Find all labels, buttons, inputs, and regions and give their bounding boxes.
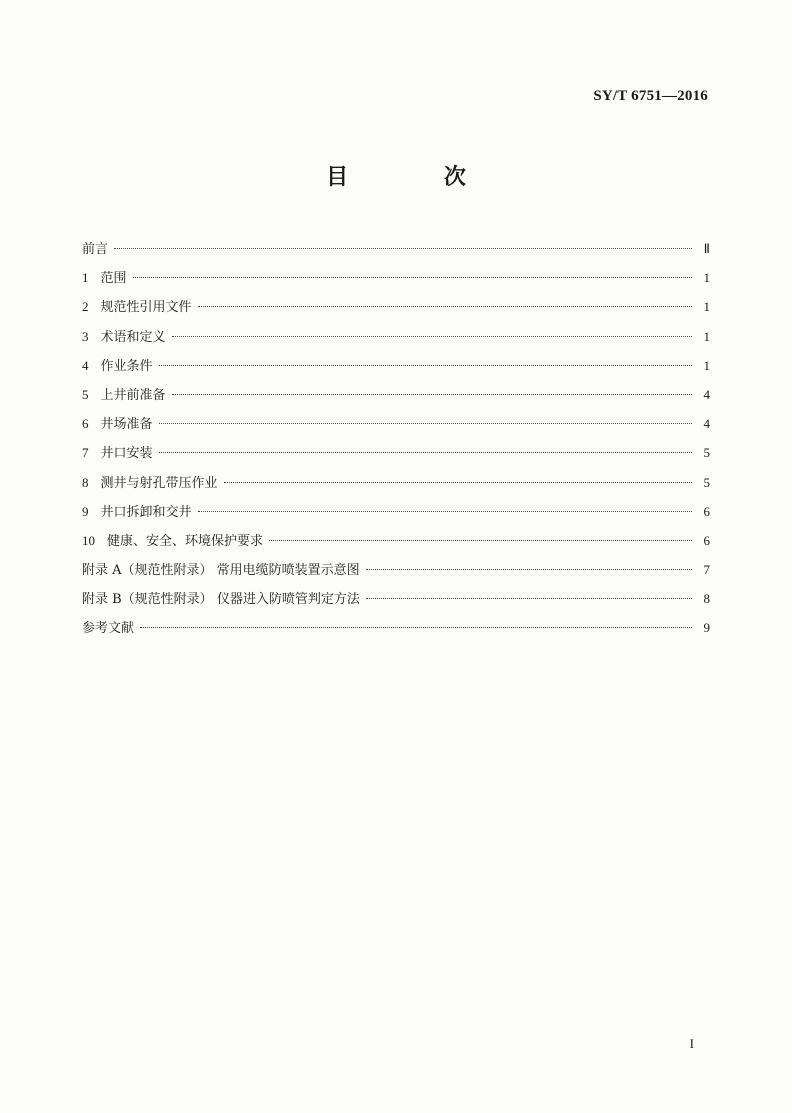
toc-entry-label: 附录 B（规范性附录） 仪器进入防喷管判定方法 xyxy=(82,592,360,608)
toc-entry-label: 井口拆卸和交井 xyxy=(100,504,192,520)
toc-entry-page: 8 xyxy=(703,591,710,607)
toc-entry-number: 9 xyxy=(82,503,89,519)
toc-entry-number: 7 xyxy=(82,445,89,461)
toc-entry[interactable] xyxy=(82,584,710,613)
toc-entry-page: 5 xyxy=(703,474,710,490)
toc-entry-label: 附录 A（规范性附录） 常用电缆防喷装置示意图 xyxy=(82,563,360,579)
toc-dot-leader xyxy=(172,336,692,337)
toc-entry-label: 前言 xyxy=(82,242,109,257)
toc-dot-leader xyxy=(269,540,692,541)
toc-entry-number: 4 xyxy=(82,357,89,373)
toc-dot-leader xyxy=(159,452,692,453)
toc-entry-page: 1 xyxy=(703,328,710,344)
toc-entry-number: 10 xyxy=(82,532,95,548)
toc-entry-number: 3 xyxy=(82,328,89,344)
toc-entry-number: 2 xyxy=(82,299,89,315)
toc-entry-label: 测井与射孔带压作业 xyxy=(100,475,218,491)
toc-entry[interactable] xyxy=(82,438,710,467)
toc-entry-label: 作业条件 xyxy=(100,358,153,374)
toc-entry[interactable] xyxy=(82,468,710,497)
toc-dot-leader xyxy=(114,248,692,249)
toc-dot-leader xyxy=(224,482,692,483)
toc-entry[interactable] xyxy=(82,322,710,351)
toc-entry-label: 参考文献 xyxy=(82,621,135,637)
toc-entry[interactable] xyxy=(82,234,710,263)
toc-entry-label: 范围 xyxy=(100,271,127,287)
toc-entry-page: 6 xyxy=(703,532,710,548)
toc-dot-leader xyxy=(159,423,692,424)
toc-entry-label: 上井前准备 xyxy=(100,387,166,403)
page-number: I xyxy=(689,1036,694,1051)
toc-entry[interactable] xyxy=(82,555,710,584)
toc-entry-page: 4 xyxy=(703,416,710,432)
toc-entry[interactable] xyxy=(82,351,710,380)
toc-entry[interactable] xyxy=(82,292,710,321)
toc-dot-leader xyxy=(366,569,692,570)
toc-entry-page: 4 xyxy=(703,386,710,402)
toc-entry[interactable] xyxy=(82,497,710,526)
toc-entry-number: 8 xyxy=(82,474,89,490)
toc-entry[interactable] xyxy=(82,263,710,292)
toc-entry-page: 7 xyxy=(703,562,710,578)
toc-entry-number: 1 xyxy=(82,270,89,286)
toc-entry-page: 1 xyxy=(703,357,710,373)
toc-entry-label: 健康、安全、环境保护要求 xyxy=(107,533,264,549)
standard-code: SY/T 6751—2016 xyxy=(593,88,708,104)
toc-dot-leader xyxy=(159,365,692,366)
toc-entry-page: 1 xyxy=(703,299,710,315)
toc-entry-label: 井场准备 xyxy=(100,417,153,433)
toc-entry-label: 井口安装 xyxy=(100,446,153,462)
toc-entry-page: 5 xyxy=(703,445,710,461)
toc-entry-page: 6 xyxy=(703,503,710,519)
toc-entry[interactable] xyxy=(82,380,710,409)
toc-dot-leader xyxy=(172,394,692,395)
toc-entry-number: 5 xyxy=(82,386,89,402)
toc-dot-leader xyxy=(366,598,692,599)
toc-dot-leader xyxy=(198,511,692,512)
toc-entry-page: 1 xyxy=(703,270,710,286)
toc-dot-leader xyxy=(133,277,692,278)
toc-dot-leader xyxy=(140,627,692,628)
toc-entry-label: 术语和定义 xyxy=(100,329,166,345)
toc-title: 目 次 xyxy=(326,165,510,190)
toc-entry-number: 6 xyxy=(82,416,89,432)
toc-entry-page: 9 xyxy=(703,620,710,636)
toc-entry-page: Ⅱ xyxy=(703,241,710,256)
toc-dot-leader xyxy=(198,306,692,307)
toc-entry[interactable] xyxy=(82,526,710,555)
toc-entry-label: 规范性引用文件 xyxy=(100,300,192,316)
toc-entry[interactable] xyxy=(82,409,710,438)
toc-entry[interactable] xyxy=(82,613,710,642)
toc-list xyxy=(82,234,710,643)
